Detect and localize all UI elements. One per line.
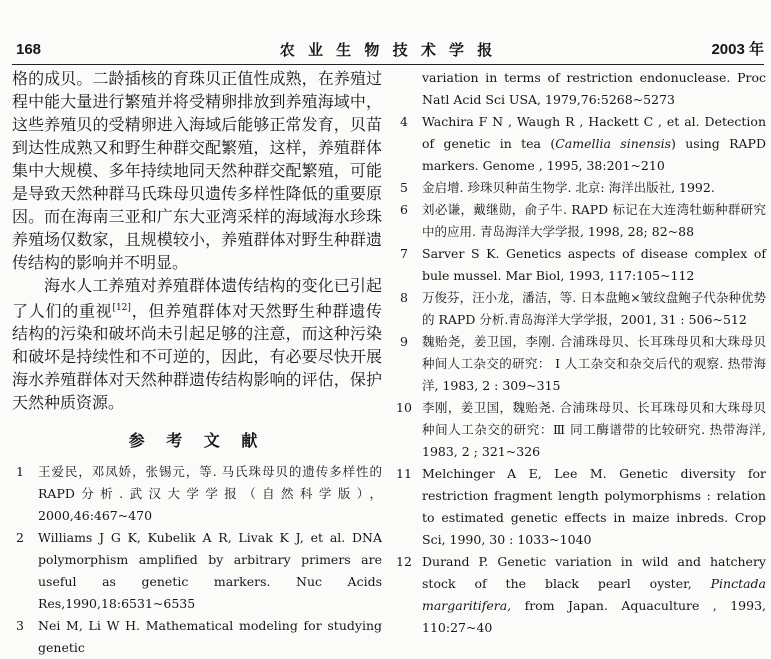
references-heading: 参 考 文 献 xyxy=(128,431,266,451)
reference-item xyxy=(12,461,382,527)
reference-text: from Japan. Aquaculture , 1993, 110:27~40 xyxy=(422,598,766,635)
reference-text: ) using RAPD markers. Genome , 1995, 38:201~210 xyxy=(422,136,766,173)
species-name: Pinctada margaritifera, xyxy=(422,576,766,613)
reference-item xyxy=(396,551,766,639)
reference-item xyxy=(396,111,766,177)
reference-item xyxy=(396,287,766,331)
page-header xyxy=(12,40,764,65)
left-column xyxy=(12,67,382,659)
reference-text: Nei M, Li W H. Mathematical modeling for studying genetic xyxy=(38,618,382,656)
reference-number: 3 xyxy=(16,618,24,634)
reference-item xyxy=(12,615,382,659)
reference-continuation xyxy=(396,67,766,111)
reference-number: 10 xyxy=(396,400,412,415)
reference-number: 11 xyxy=(396,466,412,481)
reference-item xyxy=(12,527,382,615)
reference-text: 金启增. 珍珠贝种苗生物学. 北京: 海洋出版社, 1992. xyxy=(422,180,715,195)
reference-number: 8 xyxy=(400,290,408,305)
reference-number: 12 xyxy=(396,554,412,569)
body-paragraph-1: 格的成贝。二龄插核的育珠贝正值性成熟，在养殖过程中能大量进行繁殖并将受精卵排放到养殖海域中，这些养殖贝的受精卵进入海域后能够正常发育，贝苗到达性成熟又和野生种群交配繁殖，这样，养殖群体集中大规模、多年持续地同天然种群交配繁殖，可能是导致天然种群马氏珠母贝遗传多样性降低的重要原因。而在海南三亚和广东大亚湾采样的海域海水珍珠养殖场仅数家，且规模较小，养殖群体对野生种群遗传结构的影响并不明显。 xyxy=(12,69,382,272)
reference-number: 2 xyxy=(16,530,24,546)
reference-item xyxy=(396,199,766,243)
journal-title: 农 业 生 物 技 术 学 报 xyxy=(279,41,497,59)
reference-text: 刘必谦，戴继勋，俞子牛. RAPD 标记在大连湾牡蛎种群研究中的应用. 青岛海洋大学学报, 1998, 28; 82~88 xyxy=(422,202,766,239)
reference-number: 7 xyxy=(400,246,408,261)
species-name: Camellia sinensis xyxy=(555,136,672,151)
reference-text: 王爱民，邓凤娇，张锡元，等. 马氏珠母贝的遗传多样性的RAPD分析.武汉大学学报（自然科学版），2000,46:467~470 xyxy=(38,464,382,524)
paragraph2-text-a: 海水人工养殖对养殖群体遗传结构的变化已引起了人们的重视 xyxy=(12,276,382,321)
reference-text: 魏贻尧，姜卫国，李刚. 合浦珠母贝、长耳珠母贝和大珠母贝种间人工杂交的研究： Ⅰ 人工杂交和杂交后代的观察. 热带海洋, 1983, 2 : 309~315 xyxy=(422,334,766,393)
reference-number: 4 xyxy=(400,114,408,129)
reference-number: 9 xyxy=(400,334,408,349)
page-number: 168 xyxy=(16,41,42,58)
reference-item xyxy=(396,463,766,551)
body-paragraph-2 xyxy=(12,274,382,414)
reference-number: 6 xyxy=(400,202,408,217)
reference-text: Melchinger A E, Lee M. Genetic diversity for restriction fragment length polymorphisms : relation to estimated genetic effects in maize inbreds. Crop Sci, 1990, 30 : 1033~1040 xyxy=(422,466,766,547)
reference-text: Williams J G K, Kubelik A R, Livak K J, et al. DNA polymorphism amplified by arbitrary primers are useful as genetic markers. Nuc Acids Res,1990,18:6531~6535 xyxy=(38,530,382,612)
reference-text: 万俊芬，汪小龙，潘洁，等. 日本盘鲍×皱纹盘鲍子代杂种优势的 RAPD 分析.青岛海洋大学学报，2001, 31 : 506~512 xyxy=(422,290,766,327)
reference-text: variation in terms of restriction endonuclease. Proc Natl Acid Sci USA, 1979,76:5268~5273 xyxy=(422,70,766,107)
reference-item xyxy=(396,397,766,463)
reference-text: Durand P. Genetic variation in wild and hatchery stock of the black pearl oyster, xyxy=(422,554,766,591)
reference-text: 李刚，姜卫国，魏贻尧. 合浦珠母贝、长耳珠母贝和大珠母贝种间人工杂交的研究：Ⅲ 同工酶谱带的比较研究. 热带海洋, 1983, 2 ; 321~326 xyxy=(422,400,766,459)
reference-item xyxy=(396,331,766,397)
reference-number: 1 xyxy=(16,464,24,480)
reference-item xyxy=(396,243,766,287)
paragraph2-text-b: ，但养殖群体对天然野生种群遗传结构的污染和破坏尚未引起足够的注意，而这种污染和破坏是持续性和不可逆的，因此，有必要尽快开展海水养殖群体对天然种群遗传结构影响的评估，保护天然种质资源。 xyxy=(12,301,382,413)
right-column xyxy=(396,67,766,639)
reference-text: Sarver S K. Genetics aspects of disease complex of bule mussel. Mar Biol, 1993, 117:105~112 xyxy=(422,246,766,283)
reference-item xyxy=(396,177,766,199)
reference-text: Wachira F N , Waugh R , Hackett C , et al. Detection of genetic in tea ( xyxy=(422,114,766,151)
citation-12: [12] xyxy=(112,303,131,313)
publication-year: 2003 年 xyxy=(711,41,764,58)
reference-number: 5 xyxy=(400,180,408,195)
